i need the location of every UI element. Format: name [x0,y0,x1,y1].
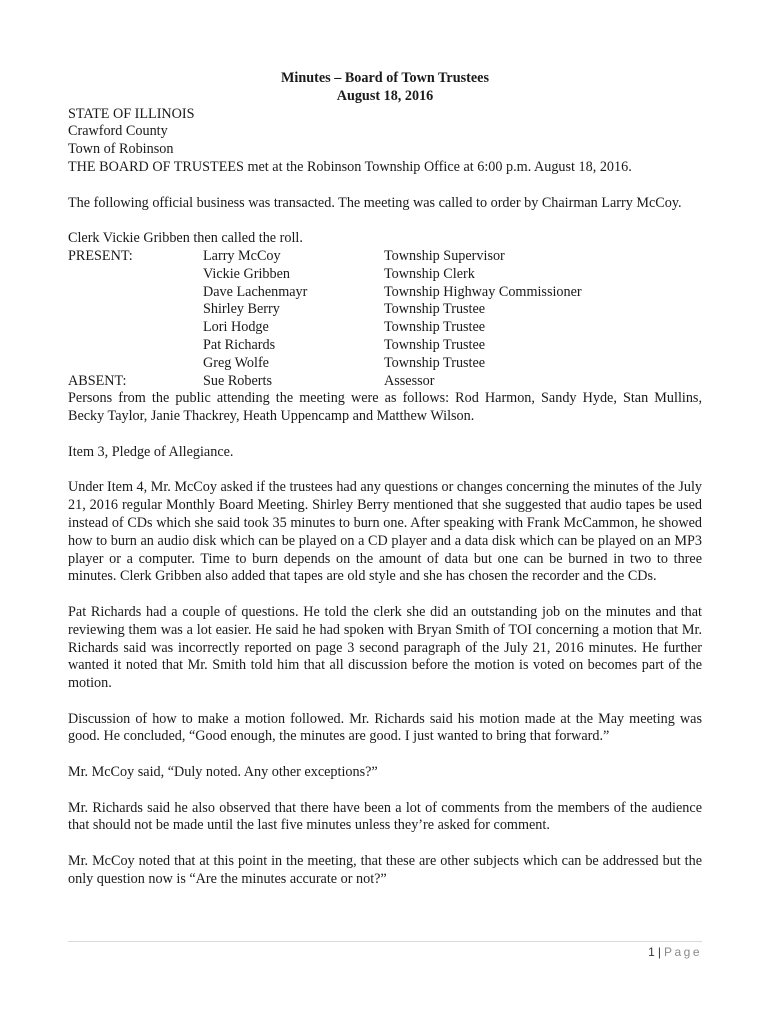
paragraph-item-3: Item 3, Pledge of Allegiance. [68,443,234,460]
intro-town: Town of Robinson [68,141,174,158]
paragraph-item-4: Under Item 4, Mr. McCoy asked if the trustees had any questions or changes concerning the minutes of the July 21, 2016 regular Monthly Board Meeting. Shirley Berry mentioned that she suggested that audio tapes be used instead of CDs which she said took 35 minutes to burn one. After speaking with Frank McCammon, he showed how to burn an audio disk which can be played on a CD player and a data disk which can be played on an MP3 player or a computer. Time to burn depends on the amount of data but one can be burned in two to three minutes. Clerk Gribben also added that tapes are old style and she has chosen the recorder and the CDs. [68,479,702,585]
roll-name: Shirley Berry [203,301,280,318]
roll-name: Lori Hodge [203,319,269,336]
roll-name: Sue Roberts [203,372,272,389]
roll-name: Vickie Gribben [203,265,291,282]
roll-name: Greg Wolfe [203,354,269,371]
paragraph-public-attendees: Persons from the public attending the meeting were as follows: Rod Harmon, Sandy Hyde, Stan Mullins, Becky Taylor, Janie Thackrey, Heath Uppencamp and Matthew Wilson. [68,390,702,425]
paragraph-motion-discussion: Discussion of how to make a motion followed. Mr. Richards said his motion made at the May meeting was good. He concluded, “Good enough, the minutes are good. I just wanted to bring that forward.” [68,710,702,745]
roll-row [68,284,582,302]
roll-title: Township Supervisor [384,247,505,264]
intro-meeting: THE BOARD OF TRUSTEES met at the Robinson Township Office at 6:00 p.m. August 18, 2016. [68,158,632,175]
roll-row [68,248,582,266]
present-label: PRESENT: [68,247,133,264]
roll-name: Pat Richards [203,336,276,353]
absent-label: ABSENT: [68,372,127,389]
roll-row [68,373,582,391]
page-footer [648,944,702,962]
roll-title: Township Trustee [384,354,486,371]
document-body [68,70,702,889]
document-title: Minutes – Board of Town Trustees [281,70,489,86]
roll-title: Township Trustee [384,319,486,336]
page-number: 1 [648,945,655,959]
paragraph-minutes-accurate: Mr. McCoy noted that at this point in the meeting, that these are other subjects which can be addressed but the only question now is “Are the minutes accurate or not?” [68,853,702,887]
paragraph-duly-noted: Mr. McCoy said, “Duly noted. Any other exceptions?” [68,764,378,781]
roll-row [68,337,582,355]
paragraph-richards-questions: Pat Richards had a couple of questions. He told the clerk she did an outstanding job on the minutes and that reviewing them was a lot easier. He said he had spoken with Bryan Smith of TOI concerning a motion that Mr. Richards said was incorrectly reported on page 3 second paragraph of the July 21, 2016 minutes. He further wanted it noted that Mr. Smith told him that all discussion before the motion is voted on becomes part of the motion. [68,603,702,692]
roll-row [68,355,582,373]
roll-title: Township Trustee [384,336,486,353]
roll-call-table [68,248,582,390]
intro-county: Crawford County [68,123,168,140]
roll-title: Assessor [384,372,435,389]
footer-divider [68,941,702,942]
roll-row [68,266,582,284]
footer-separator: | [657,945,661,959]
roll-name: Larry McCoy [203,247,281,264]
paragraph-roll-call: Clerk Vickie Gribben then called the roll. [68,230,303,247]
intro-state: STATE OF ILLINOIS [68,105,195,122]
document-date: August 18, 2016 [336,87,434,104]
roll-name: Dave Lachenmayr [203,283,308,300]
roll-title: Township Trustee [384,301,486,318]
paragraph-audience-comments: Mr. Richards said he also observed that there have been a lot of comments from the members of the audience that should not be made until the last five minutes unless they’re asked for comment. [68,799,702,834]
roll-row [68,301,582,319]
roll-title: Township Clerk [384,265,475,282]
paragraph-call-to-order: The following official business was transacted. The meeting was called to order by Chairman Larry McCoy. [68,194,682,211]
roll-title: Township Highway Commissioner [384,283,582,300]
roll-row [68,319,582,337]
page-label: Page [663,945,702,959]
